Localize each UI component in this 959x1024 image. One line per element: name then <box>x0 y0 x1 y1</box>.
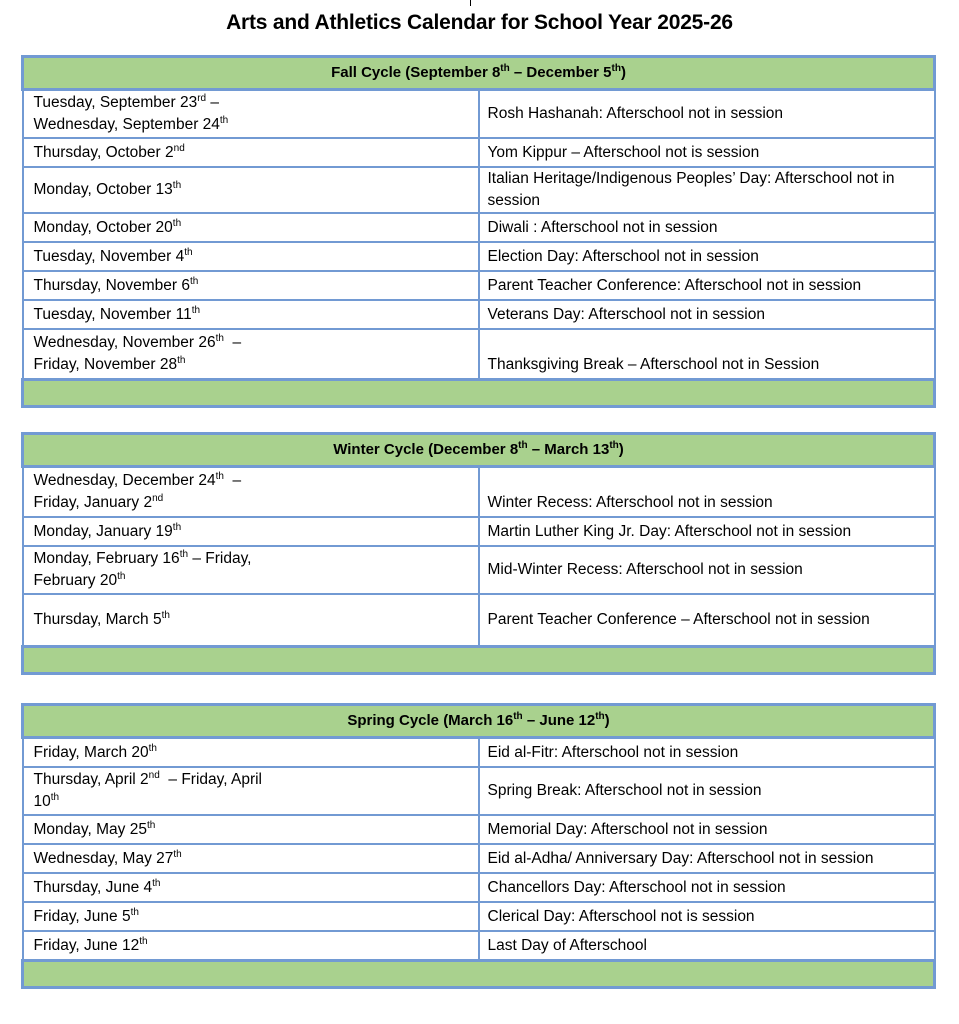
event-cell: Eid al-Adha/ Anniversary Day: Afterschool not in session <box>479 844 935 873</box>
table-row <box>23 467 935 518</box>
date-cell: Monday, October 13th <box>23 167 479 213</box>
date-cell: Tuesday, September 23rd – Wednesday, September 24th <box>23 90 479 139</box>
table-row <box>23 931 935 961</box>
table-row <box>23 873 935 902</box>
table-row <box>23 167 935 213</box>
date-cell: Thursday, October 2nd <box>23 138 479 167</box>
date-cell: Monday, May 25th <box>23 815 479 844</box>
date-cell: Thursday, March 5th <box>23 594 479 647</box>
event-cell: Winter Recess: Afterschool not in session <box>479 467 935 518</box>
table-row <box>23 242 935 271</box>
date-cell: Wednesday, November 26th – Friday, November 28th <box>23 329 479 380</box>
event-cell: Thanksgiving Break – Afterschool not in Session <box>479 329 935 380</box>
event-cell: Election Day: Afterschool not in session <box>479 242 935 271</box>
date-cell: Thursday, April 2nd – Friday, April 10th <box>23 767 479 815</box>
table-row <box>23 594 935 647</box>
date-cell: Friday, June 12th <box>23 931 479 961</box>
fall-cycle-table <box>21 55 936 408</box>
table-row <box>23 738 935 768</box>
date-cell: Tuesday, November 4th <box>23 242 479 271</box>
winter-cycle-heading: Winter Cycle (December 8th – March 13th) <box>23 434 935 467</box>
header-tick-mark <box>470 0 471 6</box>
date-cell: Friday, March 20th <box>23 738 479 768</box>
table-row <box>23 138 935 167</box>
date-cell: Wednesday, May 27th <box>23 844 479 873</box>
table-row <box>23 815 935 844</box>
event-cell: Parent Teacher Conference: Afterschool not in session <box>479 271 935 300</box>
event-cell: Rosh Hashanah: Afterschool not in session <box>479 90 935 139</box>
date-cell: Monday, February 16th – Friday, February 20th <box>23 546 479 594</box>
event-cell: Veterans Day: Afterschool not in session <box>479 300 935 329</box>
event-cell: Martin Luther King Jr. Day: Afterschool not in session <box>479 517 935 546</box>
table-row <box>23 300 935 329</box>
table-row <box>23 844 935 873</box>
table-row <box>23 546 935 594</box>
winter-cycle-table <box>21 432 936 675</box>
table-row <box>23 902 935 931</box>
fall-cycle-heading: Fall Cycle (September 8th – December 5th) <box>23 57 935 90</box>
table-row <box>23 271 935 300</box>
page-title: Arts and Athletics Calendar for School Year 2025-26 <box>226 11 733 34</box>
table-row <box>23 329 935 380</box>
fall-cycle-footer <box>23 380 935 407</box>
table-row <box>23 213 935 242</box>
winter-cycle-footer <box>23 647 935 674</box>
spring-cycle-footer <box>23 961 935 988</box>
event-cell: Last Day of Afterschool <box>479 931 935 961</box>
table-row <box>23 767 935 815</box>
date-cell: Thursday, November 6th <box>23 271 479 300</box>
event-cell: Eid al-Fitr: Afterschool not in session <box>479 738 935 768</box>
event-cell: Memorial Day: Afterschool not in session <box>479 815 935 844</box>
spring-cycle-table <box>21 703 936 989</box>
event-cell: Diwali : Afterschool not in session <box>479 213 935 242</box>
spring-cycle-heading: Spring Cycle (March 16th – June 12th) <box>23 705 935 738</box>
date-cell: Thursday, June 4th <box>23 873 479 902</box>
date-cell: Friday, June 5th <box>23 902 479 931</box>
event-cell: Clerical Day: Afterschool not is session <box>479 902 935 931</box>
table-row <box>23 90 935 139</box>
date-cell: Wednesday, December 24th – Friday, January 2nd <box>23 467 479 518</box>
event-cell: Parent Teacher Conference – Afterschool not in session <box>479 594 935 647</box>
date-cell: Monday, October 20th <box>23 213 479 242</box>
date-cell: Tuesday, November 11th <box>23 300 479 329</box>
event-cell: Mid-Winter Recess: Afterschool not in session <box>479 546 935 594</box>
table-row <box>23 517 935 546</box>
event-cell: Chancellors Day: Afterschool not in session <box>479 873 935 902</box>
date-cell: Monday, January 19th <box>23 517 479 546</box>
event-cell: Spring Break: Afterschool not in session <box>479 767 935 815</box>
event-cell: Yom Kippur – Afterschool not is session <box>479 138 935 167</box>
event-cell: Italian Heritage/Indigenous Peoples’ Day: Afterschool not in session <box>479 167 935 213</box>
